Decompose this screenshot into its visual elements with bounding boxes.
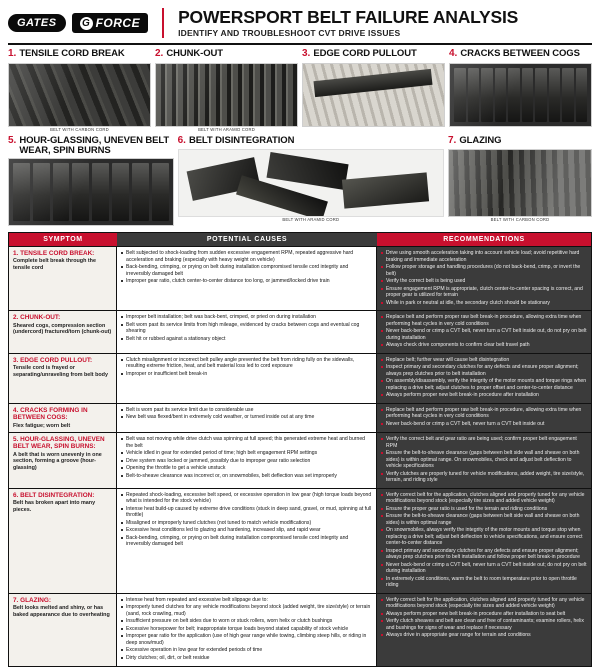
cause-item: Opening the throttle to get a vehicle unstuck bbox=[121, 465, 372, 472]
cause-item: Intense heat from repeated and excessive belt slippage due to: bbox=[121, 597, 372, 604]
table-row bbox=[9, 353, 591, 403]
cause-item: Insufficient pressure on belt sides due to worn or stuck rollers, worn helix or clutch bushings bbox=[121, 618, 372, 625]
failure-caption: BELT WITH CARBON CORD bbox=[50, 126, 109, 132]
recommendation-item: Verify clutch sheaves and belt are clean and free of contaminants; examine rollers, helix and bushings for signs of wear and replace if necessary bbox=[381, 618, 587, 631]
table-row bbox=[9, 403, 591, 432]
symptom-number: 1. bbox=[13, 250, 21, 258]
cell-recommendations bbox=[377, 433, 591, 488]
failure-number: 4. bbox=[449, 48, 458, 59]
cell-recommendations-list bbox=[381, 357, 587, 399]
cause-item: Belt was not moving while drive clutch was spinning at full speed; this generated extreme heat and burned the belt bbox=[121, 436, 372, 449]
cause-item: Repeated shock-loading, excessive belt speed, or excessive operation in low gear (high torque loads beyond what is intended for the stock vehicle) bbox=[121, 492, 372, 505]
symptom-description: A belt that is worn unevenly in one section, forming a groove (hour-glassing) bbox=[13, 451, 102, 471]
recommendation-item: Ensure the belt-to-sheave clearance (gaps between belt side wall and sheave on both sides) is within optimal range. On snowmobiles, check and adjust belt deflection to vehicle specifications bbox=[381, 450, 587, 470]
symptom-description: Sheared cogs, compression section (undercord) fractured/torn (chunk-out) bbox=[13, 322, 112, 336]
gforce-logo-label: FORCE bbox=[95, 16, 141, 30]
symptom-title: 2. CHUNK-OUT: bbox=[13, 314, 61, 322]
poster-header bbox=[8, 6, 592, 40]
recommendation-item: Replace belt; further wear will cause belt disintegration bbox=[381, 357, 587, 364]
recommendation-item: In extremely cold conditions, warm the belt to room temperature prior to open throttle riding bbox=[381, 576, 587, 589]
cause-item: Intense heat build-up caused by extreme drive conditions (stuck in deep sand, gravel, or mud, spinning at full throttle) bbox=[121, 506, 372, 519]
cell-recommendations bbox=[377, 354, 591, 403]
failure-title: GLAZING bbox=[459, 135, 502, 147]
symptom-title: 5. HOUR-GLASSING, UNEVEN BELT WEAR, SPIN BURNS: bbox=[13, 436, 105, 451]
failure-analysis-table bbox=[8, 232, 592, 666]
cause-item: Excessive heat conditions led to glazing and hardening, increased slip, and rapid wear bbox=[121, 527, 372, 534]
cell-potential-causes bbox=[117, 433, 377, 488]
failure-caption: BELT WITH ARAMID CORD bbox=[198, 126, 255, 132]
cell-symptom bbox=[9, 594, 117, 666]
cell-recommendations-list bbox=[381, 597, 587, 639]
recommendation-item: Inspect primary and secondary clutches for any defects and ensure proper alignment; always prep clutches prior to belt installation bbox=[381, 364, 587, 377]
brand-logos bbox=[8, 13, 148, 33]
column-header-causes: POTENTIAL CAUSES bbox=[117, 233, 377, 246]
cell-symptom bbox=[9, 489, 117, 593]
page-subtitle: IDENTIFY AND TROUBLESHOOT CVT DRIVE ISSUES bbox=[178, 27, 401, 38]
cause-item: Belt-to-sheave clearance was incorrect or, on snowmobiles, belt deflection was set improperly bbox=[121, 473, 372, 480]
failure-photo-4 bbox=[449, 63, 592, 127]
symptom-title: 3. EDGE CORD PULLOUT: bbox=[13, 356, 93, 364]
recommendation-item: On snowmobiles, always verify the integrity of the motor mounts and torque stop when replacing a drive belt; adjust belt deflection to vehicle specifications, and ensure correct center-to-center distance bbox=[381, 527, 587, 547]
table-row bbox=[9, 593, 591, 666]
cell-potential-causes bbox=[117, 489, 377, 593]
page-title: POWERSPORT BELT FAILURE ANALYSIS bbox=[178, 7, 519, 28]
failure-caption: BELT WITH CARBON CORD bbox=[490, 216, 550, 222]
cause-item: Dirty clutches; oil, dirt, or belt residue bbox=[121, 655, 372, 662]
cell-recommendations bbox=[377, 489, 591, 593]
recommendation-item: Never back-bend or crimp a CVT belt, never turn a CVT belt inside out; do not pry on belt during installation bbox=[381, 562, 587, 575]
failure-title: CRACKS BETWEEN COGS bbox=[460, 48, 580, 59]
symptom-description: Flex fatigue; worn belt bbox=[13, 422, 71, 429]
symptom-number: 2. bbox=[13, 314, 21, 322]
cell-symptom bbox=[9, 404, 117, 432]
failure-card-7 bbox=[448, 136, 592, 227]
failure-photo-7 bbox=[448, 149, 592, 217]
cause-item: Misaligned or improperly tuned clutches (not tuned to match vehicle modifications) bbox=[121, 520, 372, 527]
cause-item: Back-bending, crimping, or prying on belt during installation compromised tensile cord integrity and irreversibly damaged belt bbox=[121, 264, 372, 277]
failure-card-3 bbox=[302, 49, 445, 132]
recommendation-item: Verify the correct belt and gear ratio are being used; confirm proper belt engagement RPM bbox=[381, 436, 587, 449]
failure-photo-3 bbox=[302, 63, 445, 127]
symptom-number: 5. bbox=[13, 436, 21, 444]
recommendation-item: Always perform proper new belt break-in procedure after installation to seat belt bbox=[381, 611, 587, 618]
failure-photo-5 bbox=[8, 158, 174, 226]
recommendation-item: Always drive in appropriate gear range for terrain and conditions bbox=[381, 632, 587, 639]
column-header-recommendations: RECOMMENDATIONS bbox=[377, 233, 591, 246]
table-row bbox=[9, 488, 591, 593]
symptom-title: 6. BELT DISINTEGRATION: bbox=[13, 491, 95, 499]
header-divider bbox=[162, 8, 164, 38]
failure-title: CHUNK-OUT bbox=[166, 48, 223, 59]
cell-recommendations-list bbox=[381, 492, 587, 589]
gates-logo: GATES bbox=[8, 14, 66, 32]
failure-number: 5. bbox=[8, 135, 17, 147]
cause-item: Improper belt installation; belt was back-bent, crimped, or pried on during installation bbox=[121, 314, 372, 321]
cell-recommendations bbox=[377, 594, 591, 666]
failure-photo-2 bbox=[155, 63, 298, 127]
cell-recommendations-list bbox=[381, 436, 587, 484]
recommendation-item: Drive using smooth acceleration taking into account vehicle load; avoid repetitive hard braking and immediate acceleration bbox=[381, 250, 587, 263]
table-row bbox=[9, 432, 591, 488]
failure-title: EDGE CORD PULLOUT bbox=[313, 48, 417, 59]
cell-symptom bbox=[9, 354, 117, 403]
failure-card-6 bbox=[178, 136, 444, 227]
cell-potential-causes-list bbox=[121, 357, 372, 378]
cause-item: Belt is worn past its service limit due to considerable use bbox=[121, 407, 372, 414]
cell-recommendations bbox=[377, 247, 591, 310]
cell-potential-causes bbox=[117, 404, 377, 432]
symptom-description: Complete belt break through the tensile cord bbox=[13, 258, 96, 271]
failure-title: TENSILE CORD BREAK bbox=[19, 48, 125, 59]
failure-card-1 bbox=[8, 49, 151, 132]
failure-photo-6 bbox=[178, 149, 444, 217]
cause-item: New belt was flexed/bent in extremely cold weather, or turned inside out at any time bbox=[121, 414, 372, 421]
recommendation-item: Verify clutches are properly tuned for vehicle modifications, added weight, tire size/style, terrain, and riding style bbox=[381, 471, 587, 484]
cell-recommendations bbox=[377, 311, 591, 353]
cause-item: Belt subjected to shock-loading from sudden excessive engagement RPM, repeated aggressive hard acceleration and braking (especially with heavy weight on vehicle) bbox=[121, 250, 372, 263]
table-row bbox=[9, 246, 591, 310]
cause-item: Vehicle idled in gear for extended period of time; high belt engagement RPM settings bbox=[121, 450, 372, 457]
header-rule bbox=[8, 43, 592, 45]
symptom-number: 3. bbox=[13, 356, 21, 364]
cell-potential-causes-list bbox=[121, 314, 372, 342]
recommendation-item: Never back-bend or crimp a CVT belt, never turn a CVT belt inside out, do not pry on belt during installation bbox=[381, 328, 587, 341]
failure-card-5 bbox=[8, 136, 174, 227]
table-row bbox=[9, 310, 591, 353]
cause-item: Excessive operation in low gear for extended periods of time bbox=[121, 647, 372, 654]
failure-card-4 bbox=[449, 49, 592, 132]
failure-number: 7. bbox=[448, 135, 457, 147]
cause-item: Improper gear ratio, clutch center-to-center distance too long, or jammed/locked drive train bbox=[121, 278, 372, 285]
cell-potential-causes bbox=[117, 594, 377, 666]
failure-number: 2. bbox=[155, 48, 164, 59]
recommendation-item: Replace belt and perform proper raw belt break-in procedure, allowing extra time when performing heat cycles in very cold conditions bbox=[381, 314, 587, 327]
cause-item: Back-bending, crimping, or prying on belt during installation compromised tensile cord integrity and irreversibly damaged belt bbox=[121, 535, 372, 548]
recommendation-item: Ensure the belt-to-sheave clearance (gaps between belt side wall and sheave on both sides) is within optimal range bbox=[381, 513, 587, 526]
recommendation-item: Ensure the proper gear ratio is used for the terrain and riding conditions bbox=[381, 506, 587, 513]
header-text bbox=[178, 8, 592, 37]
recommendation-item: Verify correct belt for the application, clutches aligned and properly tuned for any vehicle modifications beyond stock (especially tire sizes and added vehicle weight) bbox=[381, 492, 587, 505]
recommendation-item: On assembly/disassembly, verify the integrity of the motor mounts and torque rings when replacing a drive belt; adjust clutches to proper offset and center-to-center distance bbox=[381, 378, 587, 391]
cell-potential-causes-list bbox=[121, 250, 372, 285]
cell-recommendations-list bbox=[381, 314, 587, 349]
cell-potential-causes-list bbox=[121, 436, 372, 479]
symptom-description: Belt has broken apart into many pieces. bbox=[13, 500, 96, 513]
cell-symptom bbox=[9, 311, 117, 353]
recommendation-item: Verify the correct belt is being used bbox=[381, 278, 587, 285]
recommendation-item: Always perform proper new belt break-in procedure after installation bbox=[381, 392, 587, 399]
cause-item: Improper gear ratio for the application (use of high gear range while towing, climbing steep hills, or riding in deep snow/mud) bbox=[121, 633, 372, 646]
failure-number: 6. bbox=[177, 135, 186, 147]
symptom-number: 6. bbox=[13, 491, 21, 499]
failure-number: 1. bbox=[8, 48, 17, 59]
cause-item: Improperly tuned clutches for any vehicle modifications beyond stock (added weight, tire size/style) or terrain (sand, rock crawling, mud) bbox=[121, 604, 372, 617]
symptom-title: 7. GLAZING: bbox=[13, 596, 51, 604]
table-header-row bbox=[9, 233, 591, 246]
failure-photo-1 bbox=[8, 63, 151, 127]
cell-potential-causes bbox=[117, 247, 377, 310]
cell-potential-causes-list bbox=[121, 492, 372, 548]
failure-caption: BELT WITH ARAMID CORD bbox=[282, 216, 340, 222]
failure-grid-row-1 bbox=[8, 49, 592, 132]
gforce-g-icon: G bbox=[80, 17, 93, 30]
cell-potential-causes bbox=[117, 354, 377, 403]
recommendation-item: While in park or neutral at idle, the secondary clutch should be stationary bbox=[381, 300, 587, 307]
failure-title: HOUR-GLASSING, UNEVEN BELT WEAR, SPIN BURNS bbox=[19, 135, 170, 157]
table-body bbox=[9, 246, 591, 665]
cause-item: Clutch misalignment or incorrect belt pulley angle prevented the belt from riding fully on the sidewalls, resulting extreme friction, heat, and belt material loss led to cord exposure bbox=[121, 357, 372, 370]
failure-grid-row-2 bbox=[8, 136, 592, 227]
cell-recommendations-list bbox=[381, 407, 587, 428]
gforce-logo bbox=[72, 13, 149, 33]
cause-item: Belt hit or rubbed against a stationary object bbox=[121, 336, 372, 343]
symptom-description: Belt looks melted and shiny, or has baked appearance due to overheating bbox=[13, 605, 110, 618]
recommendation-item: Verify correct belt for the application, clutches aligned and properly tuned for any vehicle modifications beyond stock (especially tire sizes and added vehicle weight) bbox=[381, 597, 587, 610]
cause-item: Improper or insufficient belt break-in bbox=[121, 371, 372, 378]
recommendation-item: Ensure engagement RPM is appropriate, clutch center-to-center spacing is correct, and proper gear is utilized for terrain bbox=[381, 286, 587, 299]
recommendation-item: Never back-bend or crimp a CVT belt, never turn a CVT belt inside out bbox=[381, 421, 587, 428]
symptom-description: Tensile cord is frayed or separating/unraveling from belt body bbox=[13, 365, 108, 378]
recommendation-item: Replace belt and perform proper raw belt break-in procedure, allowing extra time when performing heat cycles in very cold conditions bbox=[381, 407, 587, 420]
cause-item: Belt worn past its service limits from high mileage, evidenced by cracks between cogs and eventual cog shearing bbox=[121, 322, 372, 335]
cell-potential-causes-list bbox=[121, 407, 372, 421]
cause-item: Drive system was locked or jammed, possibly due to improper gear ratio selection bbox=[121, 458, 372, 465]
column-header-symptom: SYMPTOM bbox=[9, 233, 117, 246]
failure-title: BELT DISINTEGRATION bbox=[188, 135, 295, 147]
cell-symptom bbox=[9, 247, 117, 310]
recommendation-item: Follow proper storage and handling procedures (do not back-bend, crimp, or invert the belt) bbox=[381, 264, 587, 277]
symptom-title: 4. CRACKS FORMING IN BETWEEN COGS: bbox=[13, 406, 88, 422]
failure-number: 3. bbox=[302, 48, 311, 59]
symptom-number: 7. bbox=[13, 596, 21, 604]
failure-card-2 bbox=[155, 49, 298, 132]
symptom-number: 4. bbox=[13, 406, 21, 414]
symptom-title: 1. TENSILE CORD BREAK: bbox=[13, 250, 95, 258]
recommendation-item: Inspect primary and secondary clutches for any defects and ensure proper alignment; always prep clutches prior to belt installation and follow proper belt break-in procedure bbox=[381, 548, 587, 561]
cell-recommendations-list bbox=[381, 250, 587, 306]
cell-recommendations bbox=[377, 404, 591, 432]
cell-symptom bbox=[9, 433, 117, 488]
cell-potential-causes-list bbox=[121, 597, 372, 662]
cell-potential-causes bbox=[117, 311, 377, 353]
cause-item: Excessive horsepower for belt; inappropriate torque loads beyond stated capability of stock vehicle bbox=[121, 626, 372, 633]
recommendation-item: Always check drive components to confirm clear belt travel path bbox=[381, 342, 587, 349]
